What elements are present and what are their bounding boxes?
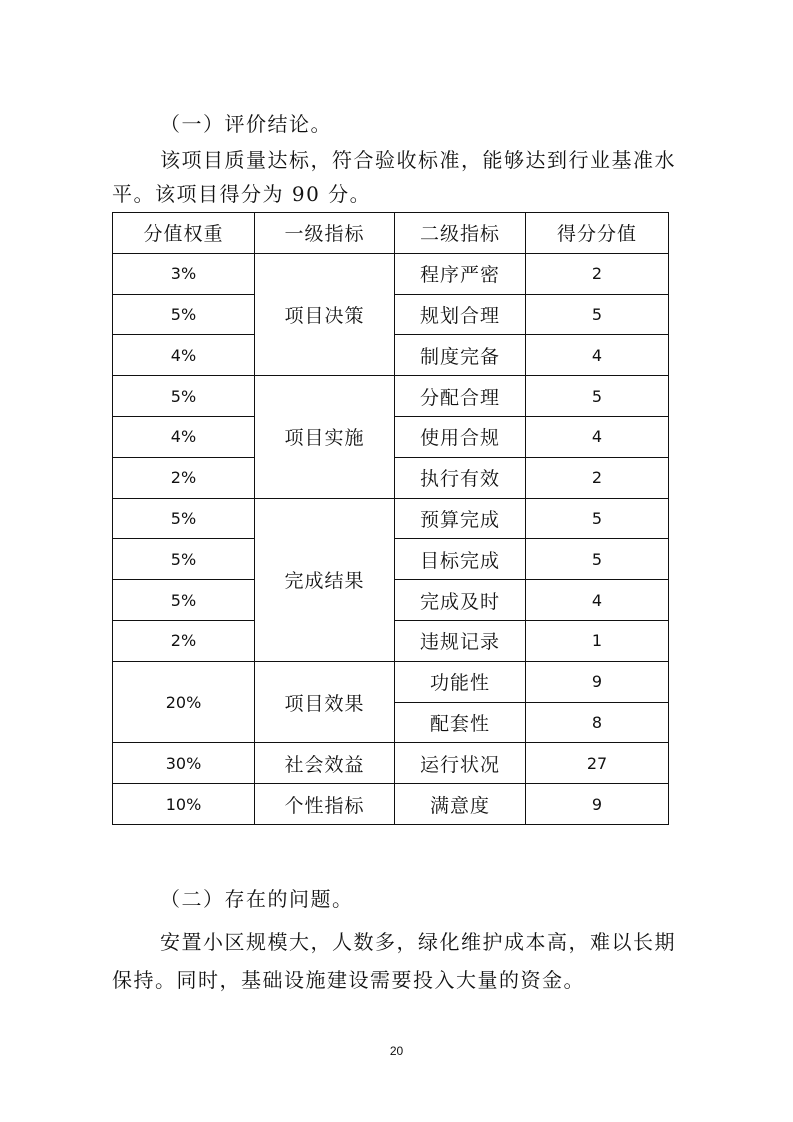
sub-indicator-cell: 使用合规 [395,416,526,457]
weight-cell: 5% [113,539,255,580]
group-cell-result: 完成结果 [255,498,395,661]
weight-cell: 5% [113,294,255,335]
score-cell: 4 [526,580,669,621]
score-cell: 9 [526,784,669,825]
sub-indicator-cell: 配套性 [395,702,526,743]
header-weight: 分值权重 [113,213,255,254]
score-cell: 5 [526,539,669,580]
evaluation-score-table [112,212,669,825]
score-cell: 5 [526,498,669,539]
problems-paragraph-line-1: 安置小区规模大，人数多，绿化维护成本高，难以长期 [160,930,676,954]
section-heading-conclusion: （一）评价结论。 [160,112,332,136]
score-cell: 4 [526,335,669,376]
sub-indicator-cell: 违规记录 [395,620,526,661]
header-level2-indicator: 二级指标 [395,213,526,254]
conclusion-paragraph-line-2: 平。该项目得分为 90 分。 [112,182,372,206]
weight-cell: 5% [113,498,255,539]
problems-paragraph-line-2: 保持。同时，基础设施建设需要投入大量的资金。 [112,968,585,992]
table-header-row [113,213,669,254]
score-cell: 27 [526,743,669,784]
header-score: 得分分值 [526,213,669,254]
score-cell: 2 [526,457,669,498]
sub-indicator-cell: 满意度 [395,784,526,825]
sub-indicator-cell: 程序严密 [395,253,526,294]
sub-indicator-cell: 执行有效 [395,457,526,498]
score-cell: 2 [526,253,669,294]
section-heading-problems: （二）存在的问题。 [160,887,354,911]
sub-indicator-cell: 预算完成 [395,498,526,539]
group-cell-social: 社会效益 [255,743,395,784]
group-cell-effect: 项目效果 [255,661,395,743]
group-cell-implement: 项目实施 [255,376,395,498]
score-cell: 1 [526,620,669,661]
sub-indicator-cell: 规划合理 [395,294,526,335]
table-row [113,784,669,825]
score-cell: 5 [526,376,669,417]
sub-indicator-cell: 制度完备 [395,335,526,376]
header-level1-indicator: 一级指标 [255,213,395,254]
weight-cell: 4% [113,335,255,376]
sub-indicator-cell: 目标完成 [395,539,526,580]
weight-cell: 4% [113,416,255,457]
sub-indicator-cell: 分配合理 [395,376,526,417]
table-row [113,376,669,417]
group-cell-personal: 个性指标 [255,784,395,825]
weight-cell: 5% [113,376,255,417]
weight-cell: 20% [113,661,255,743]
score-cell: 4 [526,416,669,457]
sub-indicator-cell: 运行状况 [395,743,526,784]
weight-cell: 10% [113,784,255,825]
score-cell: 8 [526,702,669,743]
weight-cell: 3% [113,253,255,294]
sub-indicator-cell: 功能性 [395,661,526,702]
score-cell: 5 [526,294,669,335]
table-row [113,661,669,702]
score-cell: 9 [526,661,669,702]
table-row [113,498,669,539]
page-number: 20 [389,1044,404,1058]
weight-cell: 2% [113,457,255,498]
table-row [113,253,669,294]
weight-cell: 5% [113,580,255,621]
sub-indicator-cell: 完成及时 [395,580,526,621]
table-row [113,743,669,784]
weight-cell: 2% [113,620,255,661]
conclusion-paragraph-line-1: 该项目质量达标，符合验收标准，能够达到行业基准水 [160,148,676,172]
group-cell-decision: 项目决策 [255,253,395,375]
weight-cell: 30% [113,743,255,784]
